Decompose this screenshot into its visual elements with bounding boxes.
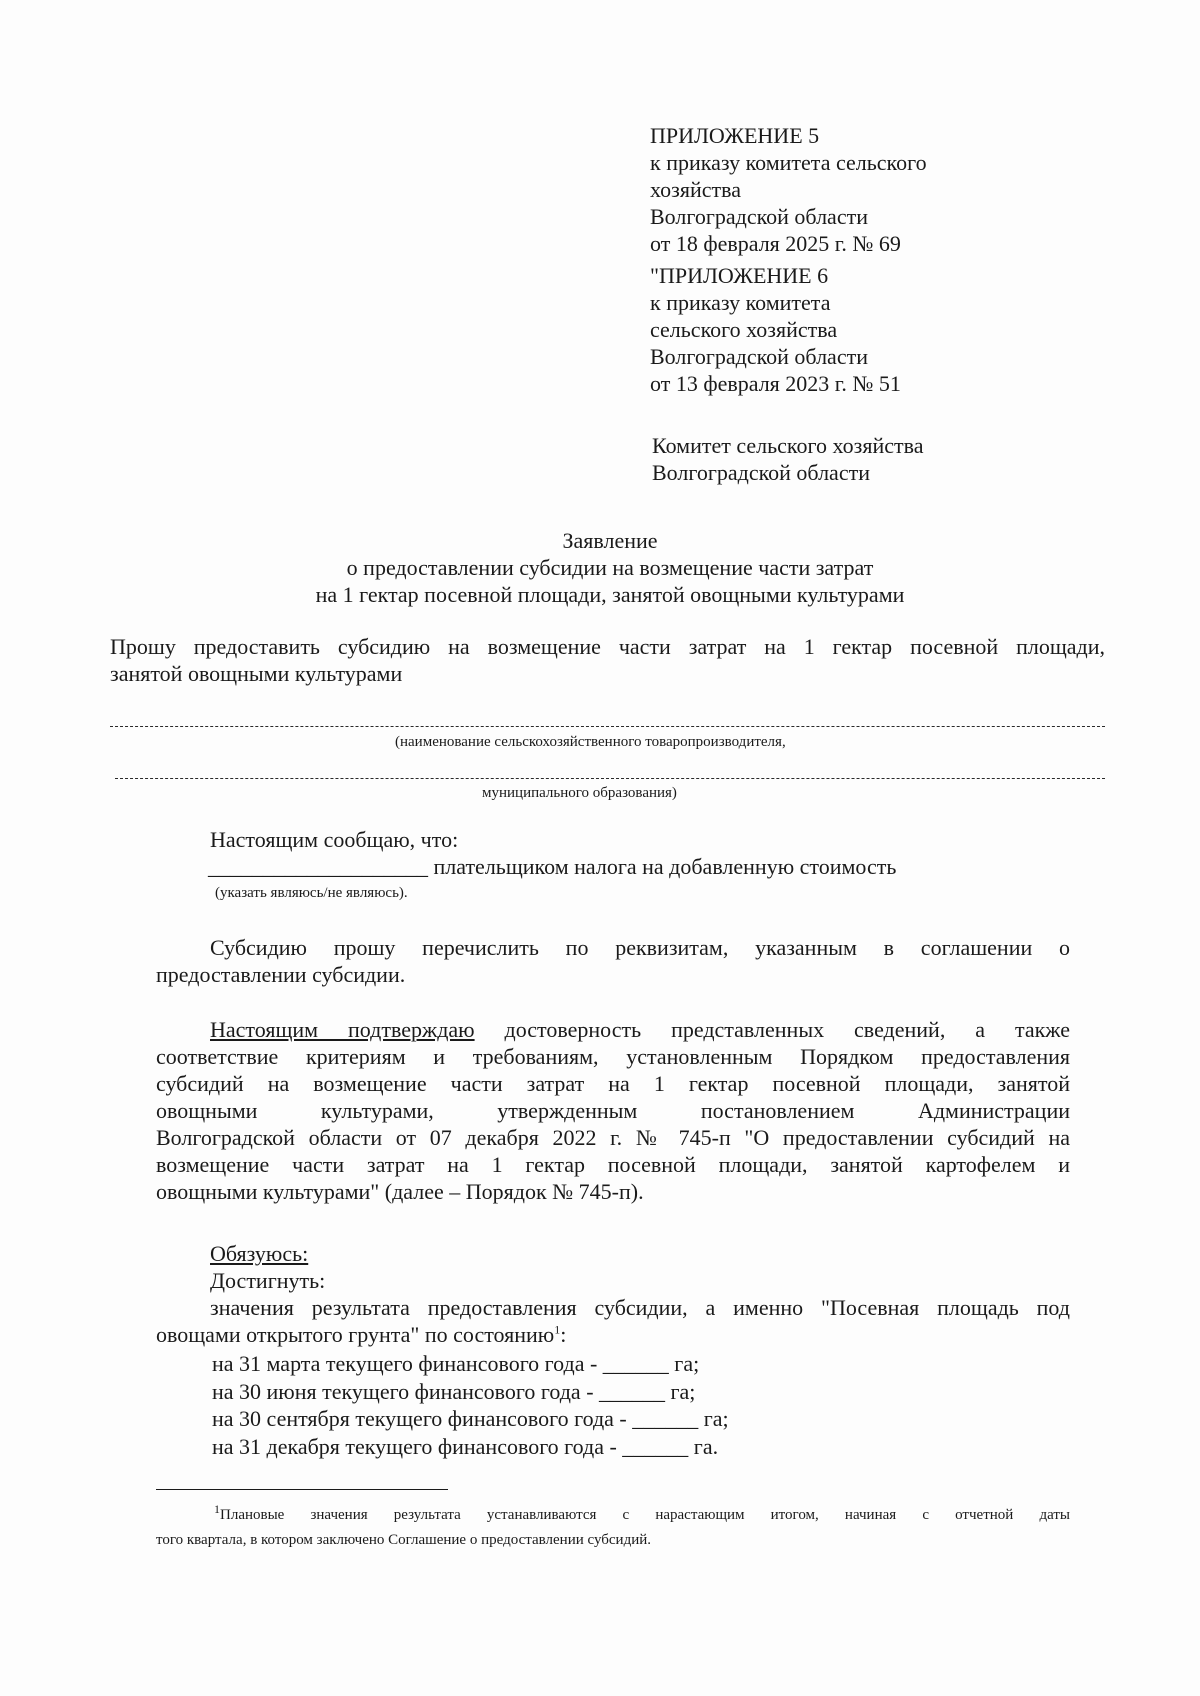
annex-5-block (650, 122, 1170, 257)
footnote-line: того квартала, в котором заключено Соглашение о предоставлении субсидий. (156, 1532, 652, 1548)
confirmation-underlined: Настоящим подтверждаю (210, 1017, 475, 1042)
confirmation-line: субсидий на возмещение части затрат на 1 гектар посевной площади, занятой (156, 1071, 1070, 1096)
confirmation-paragraph (156, 1016, 1070, 1205)
vat-statement (208, 853, 896, 880)
annex-5-line: хозяйства (650, 177, 741, 202)
obligations-achieve: Достигнуть: (210, 1268, 326, 1293)
footnote-separator (156, 1489, 448, 1490)
vat-blank: ____________________ (208, 854, 428, 879)
annex-5-title: ПРИЛОЖЕНИЕ 5 (650, 123, 820, 148)
confirmation-line: возмещение части затрат на 1 гектар посевной площади, занятой картофелем и (156, 1152, 1070, 1177)
subsidy-paragraph (156, 934, 1070, 988)
result-line (156, 1321, 1070, 1348)
heading-title: Заявление (562, 528, 658, 553)
target-date-item: на 30 июня текущего финансового года - ______ га; (212, 1378, 696, 1404)
subsidy-line: предоставлении субсидии. (156, 962, 406, 987)
result-line-text: овощами открытого грунта" по состоянию (156, 1322, 555, 1347)
confirmation-line: овощными культурами" (далее – Порядок № 745-п). (156, 1179, 644, 1204)
result-line-end: : (560, 1322, 567, 1347)
request-line: Прошу предоставить субсидию на возмещение части затрат на 1 гектар посевной площади, (110, 634, 1105, 659)
vat-hint: (указать являюсь/не являюсь). (215, 885, 408, 901)
annex-6-line: к приказу комитета (650, 290, 831, 315)
result-line: значения результата предоставления субсидии, а именно "Посевная площадь под (210, 1295, 1070, 1320)
result-paragraph (156, 1294, 1070, 1348)
footnote-mark: 1 (214, 1502, 220, 1516)
target-date-item: на 30 сентября текущего финансового года - ______ га; (212, 1406, 729, 1431)
applicant-name-caption: (наименование сельскохозяйственного товаропроизводителя, (395, 734, 786, 750)
annex-6-title: "ПРИЛОЖЕНИЕ 6 (650, 263, 829, 288)
footnote (156, 1503, 1070, 1553)
annex-5-line: Волгоградской области (650, 204, 868, 229)
municipality-line (115, 778, 1105, 779)
addressee-line: Волгоградской области (652, 460, 870, 485)
document-heading (150, 527, 1070, 608)
footnote-text: Плановые значения результата устанавливаются с нарастающим итогом, начиная с отчетной даты (220, 1507, 1070, 1523)
annex-6-line: Волгоградской области (650, 344, 868, 369)
footnote-reference: 1 (554, 1322, 561, 1337)
footnote-line (156, 1503, 1070, 1528)
request-paragraph (110, 633, 1105, 687)
addressee-block (652, 432, 1172, 486)
vat-intro: Настоящим сообщаю, что: (210, 827, 459, 852)
annex-5-line: от 18 февраля 2025 г. № 69 (650, 231, 901, 256)
subsidy-line: Субсидию прошу перечислить по реквизитам, указанным в соглашении о (210, 935, 1070, 960)
addressee-line: Комитет сельского хозяйства (652, 433, 924, 458)
vat-text: плательщиком налога на добавленную стоимость (428, 854, 897, 879)
target-date-item: на 31 марта текущего финансового года - ______ га; (212, 1351, 700, 1376)
confirmation-line: Волгоградской области от 07 декабря 2022 г. № 745-п "О предоставлении субсидий на (156, 1125, 1070, 1150)
confirmation-line: овощными культурами, утвержденным постановлением Администрации (156, 1098, 1070, 1123)
target-dates-list (212, 1350, 729, 1460)
annex-6-block (650, 262, 1170, 397)
municipality-caption: муниципального образования) (482, 785, 677, 801)
annex-5-line: к приказу комитета сельского (650, 150, 927, 175)
applicant-name-line (110, 726, 1105, 727)
target-date-item: на 31 декабря текущего финансового года - ______ га. (212, 1433, 719, 1459)
heading-line: на 1 гектар посевной площади, занятой овощными культурами (315, 582, 905, 607)
annex-6-line: сельского хозяйства (650, 317, 838, 342)
request-line: занятой овощными культурами (110, 661, 403, 686)
confirmation-line: соответствие критериям и требованиям, установленным Порядком предоставления (156, 1044, 1070, 1069)
confirmation-line (156, 1016, 1070, 1043)
annex-6-line: от 13 февраля 2023 г. № 51 (650, 371, 901, 396)
heading-line: о предоставлении субсидии на возмещение части затрат (346, 555, 874, 580)
confirmation-rest: достоверность представленных сведений, а также (474, 1017, 1070, 1042)
obligations-title: Обязуюсь: (210, 1241, 309, 1266)
